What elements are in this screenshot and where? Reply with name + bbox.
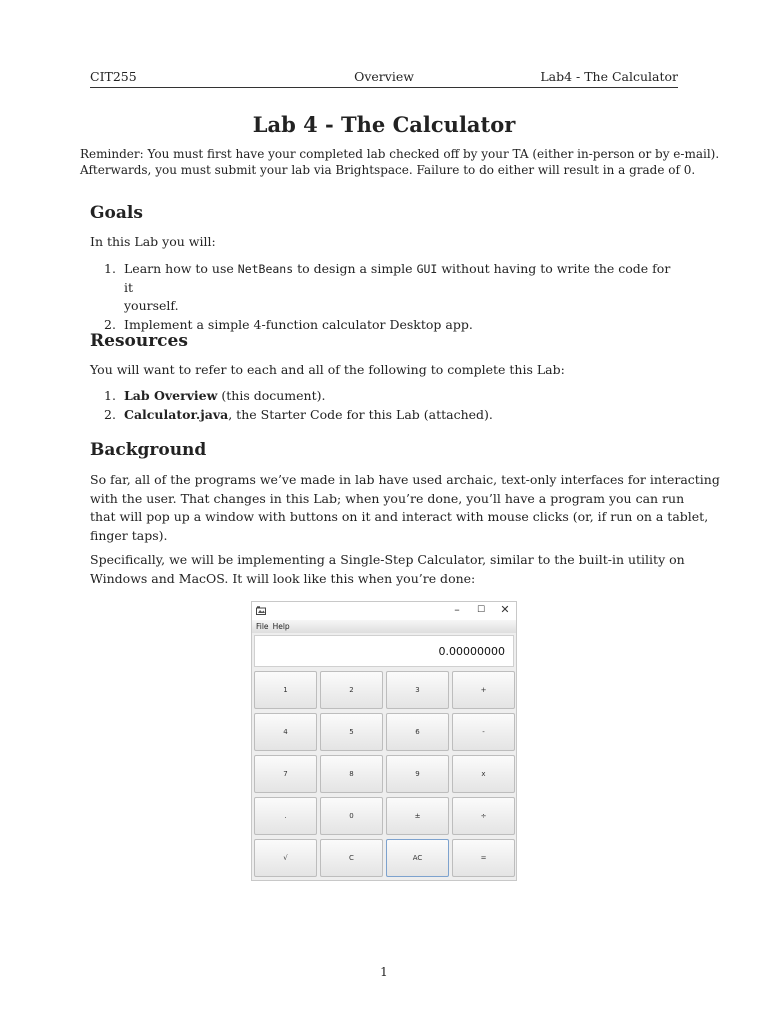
calculator-display bbox=[254, 635, 514, 667]
calculator-title-bar bbox=[252, 602, 516, 620]
list-item: 2. Implement a simple 4-function calculator Desktop app. bbox=[104, 316, 473, 332]
calculator-screenshot bbox=[251, 601, 517, 881]
calc-button-multiply: x bbox=[452, 755, 515, 793]
goals-heading: Goals bbox=[90, 203, 143, 223]
reminder-line: Afterwards, you must submit your lab via Brightspace. Failure to do either will result in a grade of 0. bbox=[80, 163, 696, 177]
menu-file: File bbox=[256, 622, 269, 631]
calc-button-4: 4 bbox=[254, 713, 317, 751]
maximize-icon: ☐ bbox=[476, 605, 486, 615]
resources-list bbox=[104, 387, 678, 424]
calc-button-1: 1 bbox=[254, 671, 317, 709]
header-section: Overview bbox=[354, 69, 414, 84]
header-lab-title: Lab4 - The Calculator bbox=[540, 69, 678, 84]
calc-button-2: 2 bbox=[320, 671, 383, 709]
background-heading: Background bbox=[90, 440, 207, 460]
calc-button-sqrt: √ bbox=[254, 839, 317, 877]
calc-button-divide: ÷ bbox=[452, 797, 515, 835]
calc-button-6: 6 bbox=[386, 713, 449, 751]
list-item: 1. Learn how to use NetBeans to design a simple GUI without having to write the code for it yourself. bbox=[104, 261, 671, 313]
resources-intro: You will want to refer to each and all of the following to complete this Lab: bbox=[90, 362, 565, 377]
close-icon: ✕ bbox=[500, 603, 510, 616]
minimize-icon: – bbox=[454, 603, 460, 616]
calc-button-negate: ± bbox=[386, 797, 449, 835]
goals-intro: In this Lab you will: bbox=[90, 234, 216, 249]
calc-button-9: 9 bbox=[386, 755, 449, 793]
background-paragraph-2: Specifically, we will be implementing a Single-Step Calculator, similar to the built-in utility on Windows and MacOS. It will look like this when you’re done: bbox=[90, 552, 685, 586]
reminder-line: Reminder: You must first have your completed lab checked off by your TA (either in-person or by e-mail). bbox=[80, 147, 720, 161]
resources-heading: Resources bbox=[90, 331, 188, 351]
calc-button-all-clear: AC bbox=[386, 839, 449, 877]
page-title: Lab 4 - The Calculator bbox=[252, 112, 516, 137]
header-course: CIT255 bbox=[90, 69, 137, 84]
calculator-menu-bar bbox=[252, 620, 516, 633]
goals-list bbox=[104, 260, 678, 334]
calc-button-subtract: - bbox=[452, 713, 515, 751]
background-paragraph-1: So far, all of the programs we’ve made in lab have used archaic, text-only interfaces for interacting with the user. That changes in this Lab; when you’re done, you’ll have a program you can run that will pop up a window with buttons on it and interact with mouse clicks (or, if run on a tablet, finger taps). bbox=[90, 472, 720, 543]
calc-button-equals: = bbox=[452, 839, 515, 877]
calc-button-3: 3 bbox=[386, 671, 449, 709]
calc-button-7: 7 bbox=[254, 755, 317, 793]
calc-button-0: 0 bbox=[320, 797, 383, 835]
calc-button-add: + bbox=[452, 671, 515, 709]
calc-button-clear: C bbox=[320, 839, 383, 877]
page-number: 1 bbox=[380, 965, 388, 979]
list-item: 1. Lab Overview (this document). bbox=[104, 388, 326, 403]
running-header bbox=[90, 69, 678, 88]
java-app-icon bbox=[256, 606, 266, 615]
calc-button-5: 5 bbox=[320, 713, 383, 751]
list-item: 2. Calculator.java, the Starter Code for this Lab (attached). bbox=[104, 406, 493, 422]
calc-button-decimal: . bbox=[254, 797, 317, 835]
reminder-note bbox=[80, 146, 720, 178]
display-value: 0.00000000 bbox=[438, 645, 505, 658]
menu-help: Help bbox=[272, 622, 290, 631]
calc-button-8: 8 bbox=[320, 755, 383, 793]
